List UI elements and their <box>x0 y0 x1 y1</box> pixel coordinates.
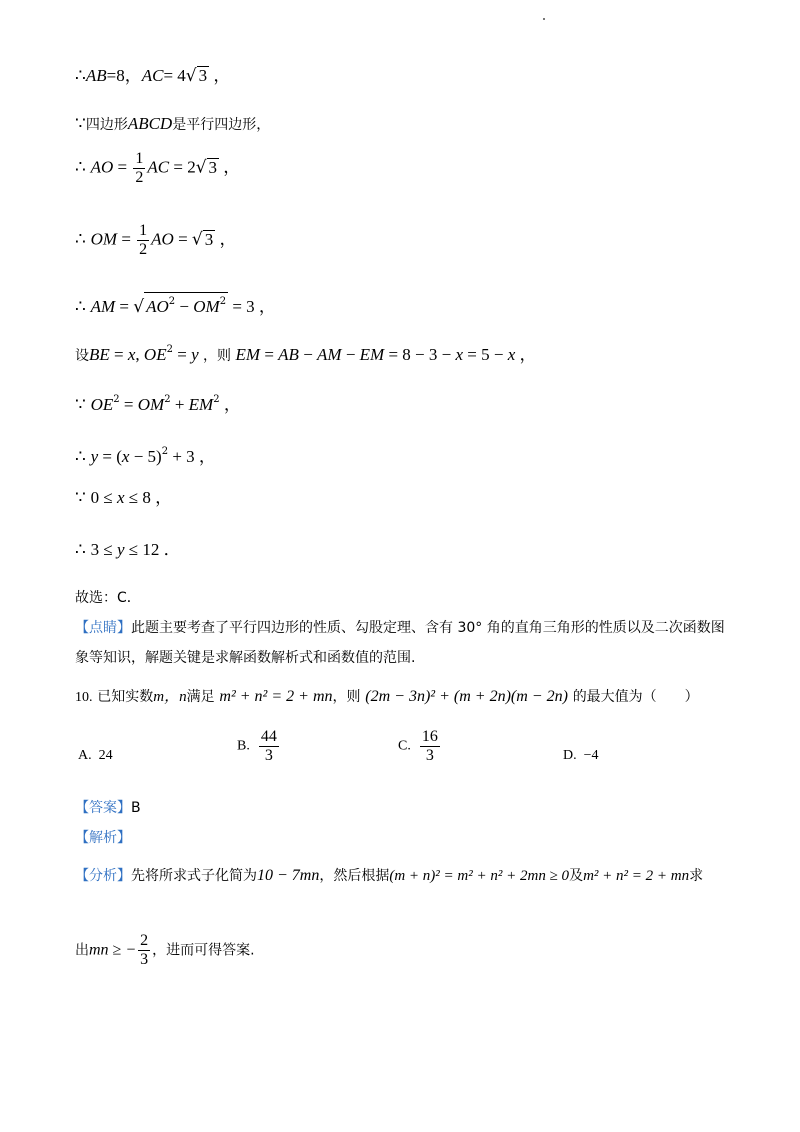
option-d[interactable]: D. −4 <box>563 748 599 763</box>
answer-line: 【答案】B <box>75 800 141 816</box>
solution-line-5: ∴ AM = √ $AO^2 - OM^2 = 3$ ， <box>75 292 276 317</box>
analysis-tag: 【解析】 <box>75 830 131 846</box>
solution-line-9: ∵ 0 ≤ x ≤ 8 ， <box>75 488 173 507</box>
choice-line: 故选：C． <box>75 590 141 606</box>
solution-line-1: ∴AB=8，AC= 4√ 3 ， <box>75 66 231 86</box>
solution-line-4: ∴ OM = $\frac{1}{2}$ AO = √ 3 ， <box>75 222 237 258</box>
page-marker-dot <box>543 18 545 20</box>
question-condition: m² + n² = 2 + mn <box>219 688 333 705</box>
question-10: 10. 已知实数m，n满足 m² + n² = 2 + mn，则 (2m − 3n)² + (m + 2n)(m − 2n) 的最大值为（ ） <box>75 688 699 705</box>
analysis-line-1: 【分析】先将所求式子化简为10 − 7mn，然后根据(m + n)² = m² + n² + 2mn ≥ 0及m² + n² = 2 + mn求 <box>75 867 704 884</box>
option-a[interactable]: A. 24 <box>78 748 113 763</box>
comment-tag: 【点睛】 <box>75 620 131 636</box>
comment-line-1: 【点睛】此题主要考查了平行四边形的性质、勾股定理、含有 30° 角的直角三角形的性质以及二次函数图 <box>75 620 725 636</box>
option-b[interactable]: B. $\frac{44}{3}$ <box>237 728 277 764</box>
comment-line-2: 象等知识，解题关键是求解函数解析式和函数值的范围. <box>75 650 416 666</box>
solution-line-2: ∵四边形ABCD是平行四边形， <box>75 114 271 133</box>
solution-line-10: ∴ 3 ≤ y ≤ 12 ． <box>75 540 181 559</box>
solution-line-3: ∴ AO = $\frac{1}{2}$ AC = 2√ 3 ， <box>75 150 241 186</box>
question-expression: (2m − 3n)² + (m + 2n)(m − 2n) <box>365 688 568 705</box>
solution-line-8: ∴ $y = (x - 5)^2 + 3$ ， <box>75 446 216 466</box>
solution-line-7: ∵ $OE^2 = OM^2 + EM^2$ ， <box>75 394 241 414</box>
analysis-line-2: 出mn ≥ − $\frac{2}{3}$ ，进而可得答案. <box>75 932 255 968</box>
solution-line-6: 设BE = x, $OE^2 = y$ ，则 EM = AB − AM − EM = 8 − 3 − x = 5 − x ， <box>75 344 537 364</box>
option-c[interactable]: C. $\frac{16}{3}$ <box>398 728 438 764</box>
